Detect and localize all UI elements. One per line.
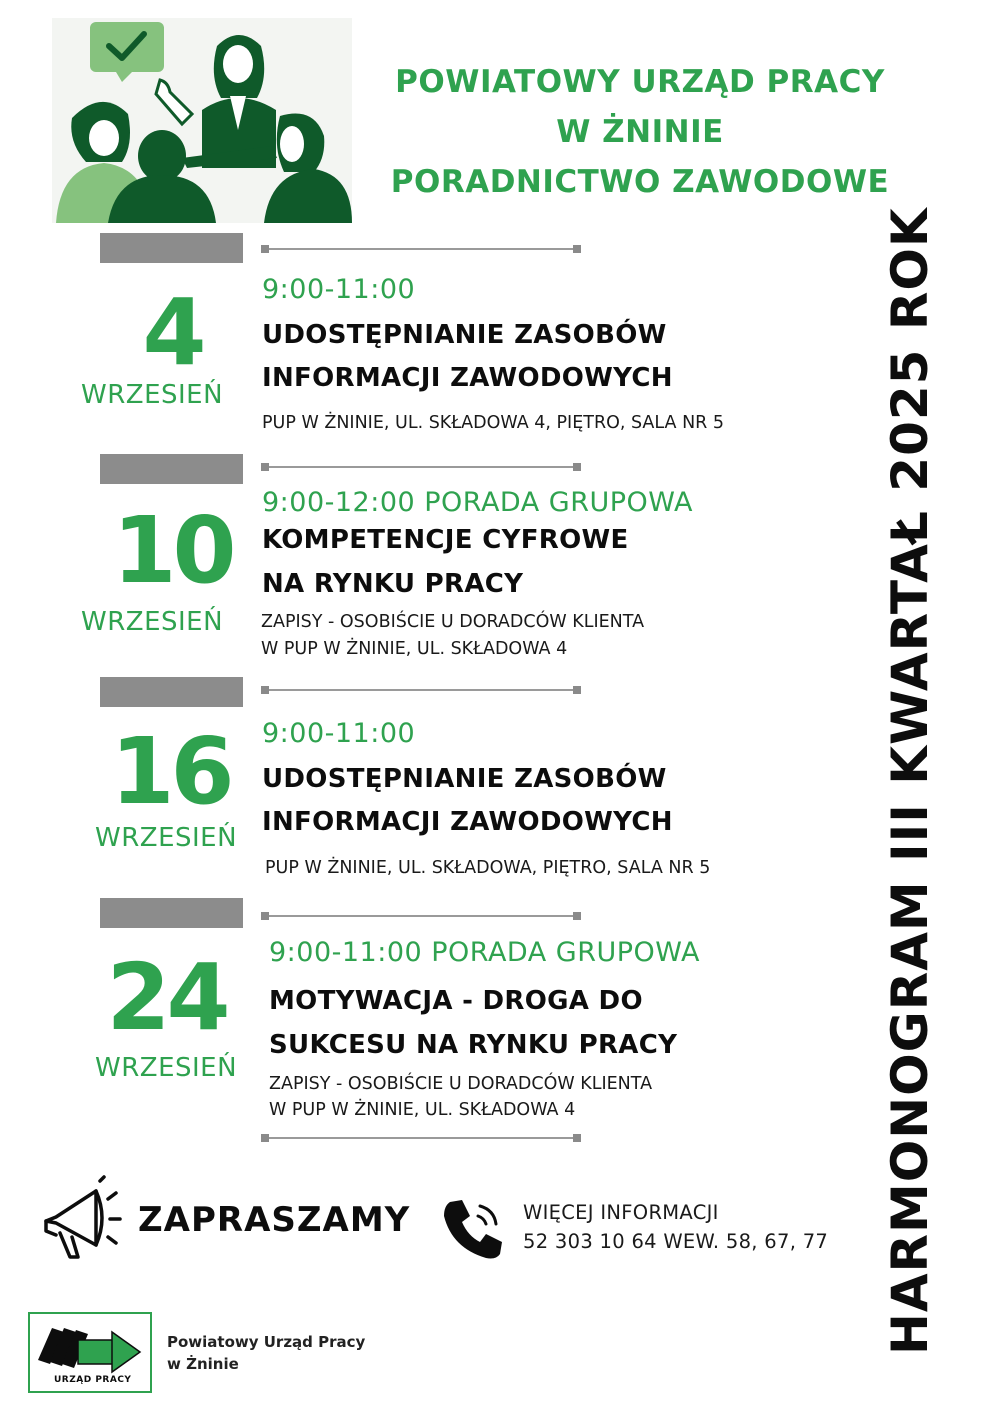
event-signup: ZAPISY - OSOBIŚCIE U DORADCÓW KLIENTA [269,1074,653,1094]
phone-number: 52 303 10 64 WEW. 58, 67, 77 [523,1230,829,1253]
separator [261,1133,581,1143]
header-title-line2: W ŻNINIE [556,114,724,150]
event-location: W PUP W ŻNINIE, UL. SKŁADOWA 4 [269,1100,576,1120]
phone-icon [440,1198,502,1260]
event-time: 9:00-11:00 [262,718,416,749]
event-day: 10 [112,497,233,604]
gray-bar-3 [100,677,243,707]
event-title-line2: INFORMACJI ZAWODOWYCH [262,807,673,837]
event-time: 9:00-11:00 PORADA GRUPOWA [269,937,700,968]
logo-caption: URZĄD PRACY [54,1375,132,1385]
event-day: 16 [110,718,231,825]
event-title-line1: KOMPETENCJE CYFROWE [262,525,629,555]
gray-bar-2 [100,454,243,484]
event-time: 9:00-12:00 PORADA GRUPOWA [262,487,693,518]
gray-bar-4 [100,898,243,928]
gray-bar-1 [100,233,243,263]
org-name-line2: w Żninie [167,1355,239,1373]
event-month: WRZESIEŃ [95,823,238,853]
org-name-line1: Powiatowy Urząd Pracy [167,1333,366,1351]
event-title-line2: INFORMACJI ZAWODOWYCH [262,363,673,393]
megaphone-icon [38,1175,128,1265]
invite-text: ZAPRASZAMY [138,1200,411,1240]
event-signup: ZAPISY - OSOBIŚCIE U DORADCÓW KLIENTA [261,612,645,632]
event-day: 24 [106,944,227,1051]
event-month: WRZESIEŃ [81,380,224,410]
header-title-line1: POWIATOWY URZĄD PRACY [395,64,885,100]
separator [261,244,581,254]
header-subtitle: PORADNICTWO ZAWODOWE [390,164,890,200]
separator [261,911,581,921]
event-title-line1: MOTYWACJA - DROGA DO [269,986,643,1016]
pup-logo [28,1312,152,1393]
separator [261,462,581,472]
event-title-line1: UDOSTĘPNIANIE ZASOBÓW [262,764,667,794]
event-title-line2: NA RYNKU PRACY [262,569,524,599]
event-location: PUP W ŻNINIE, UL. SKŁADOWA, PIĘTRO, SALA NR 5 [265,858,711,878]
event-location: W PUP W ŻNINIE, UL. SKŁADOWA 4 [261,639,568,659]
event-month: WRZESIEŃ [81,607,224,637]
meeting-illustration [52,18,352,223]
separator [261,685,581,695]
event-month: WRZESIEŃ [95,1053,238,1083]
schedule-vertical-title: HARMONOGRAM III KWARTAŁ 2025 ROK [881,207,939,1355]
more-info-label: WIĘCEJ INFORMACJI [523,1201,719,1224]
event-location: PUP W ŻNINIE, UL. SKŁADOWA 4, PIĘTRO, SALA NR 5 [262,413,725,433]
event-time: 9:00-11:00 [262,274,416,305]
event-title-line2: SUKCESU NA RYNKU PRACY [269,1030,678,1060]
event-title-line1: UDOSTĘPNIANIE ZASOBÓW [262,320,667,350]
event-day: 4 [142,279,203,386]
